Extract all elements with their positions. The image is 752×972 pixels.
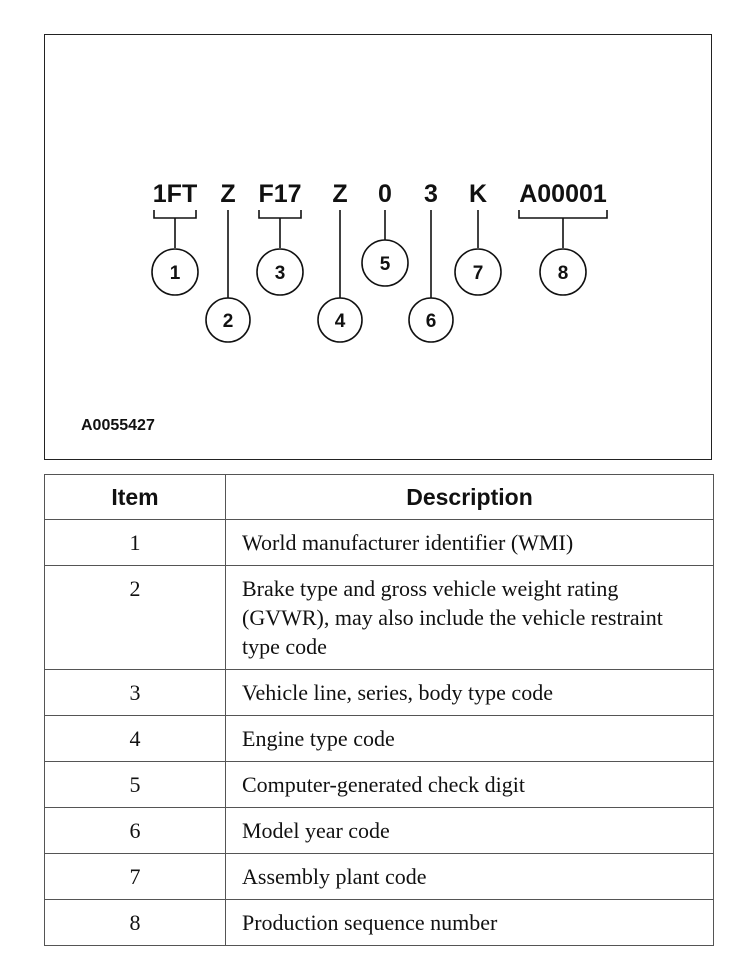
- callout-number-1: 1: [169, 263, 181, 284]
- bracket-line: [259, 210, 301, 248]
- vin-diagram: [44, 34, 712, 460]
- bracket-wmi: [154, 210, 196, 248]
- item-description: Engine type code: [226, 716, 714, 762]
- item-description: World manufacturer identifier (WMI): [226, 520, 714, 566]
- item-number: 5: [45, 762, 226, 808]
- item-description: Model year code: [226, 808, 714, 854]
- vin-segment-plant: K: [468, 180, 488, 208]
- table-row: [45, 520, 714, 566]
- callout-number-3: 3: [274, 263, 286, 284]
- item-description: Vehicle line, series, body type code: [226, 670, 714, 716]
- table-row: [45, 762, 714, 808]
- vin-segment-line: F17: [258, 180, 302, 208]
- item-number: 4: [45, 716, 226, 762]
- vin-segment-wmi: 1FT: [152, 180, 198, 208]
- item-description: Assembly plant code: [226, 854, 714, 900]
- vin-segment-engine: Z: [332, 180, 348, 208]
- table-row: [45, 854, 714, 900]
- column-header-description: Description: [226, 475, 714, 520]
- item-number: 6: [45, 808, 226, 854]
- table-row: [45, 566, 714, 670]
- item-number: 8: [45, 900, 226, 946]
- vin-legend-table: [44, 474, 714, 946]
- vin-segment-brake: Z: [220, 180, 236, 208]
- vin-segment-sequence: A00001: [519, 180, 607, 208]
- vin-segment-year: 3: [424, 180, 438, 208]
- table-row: [45, 716, 714, 762]
- item-number: 2: [45, 566, 226, 670]
- callout-number-7: 7: [472, 263, 484, 284]
- item-description: Brake type and gross vehicle weight rating (GVWR), may also include the vehicle restraint type code: [226, 566, 714, 670]
- item-number: 1: [45, 520, 226, 566]
- item-number: 3: [45, 670, 226, 716]
- item-number: 7: [45, 854, 226, 900]
- callout-number-2: 2: [222, 311, 234, 332]
- callout-number-5: 5: [379, 254, 391, 275]
- bracket-sequence: [519, 210, 607, 248]
- table-row: [45, 670, 714, 716]
- callout-number-8: 8: [557, 263, 569, 284]
- table-header-row: [45, 475, 714, 520]
- callout-number-4: 4: [334, 311, 346, 332]
- callout-number-6: 6: [425, 311, 437, 332]
- vin-segment-check: 0: [378, 180, 392, 208]
- table-row: [45, 900, 714, 946]
- item-description: Computer-generated check digit: [226, 762, 714, 808]
- item-description: Production sequence number: [226, 900, 714, 946]
- figure-id: A0055427: [81, 417, 155, 434]
- column-header-item: Item: [45, 475, 226, 520]
- vin-diagram-drawing: [45, 35, 713, 461]
- table-row: [45, 808, 714, 854]
